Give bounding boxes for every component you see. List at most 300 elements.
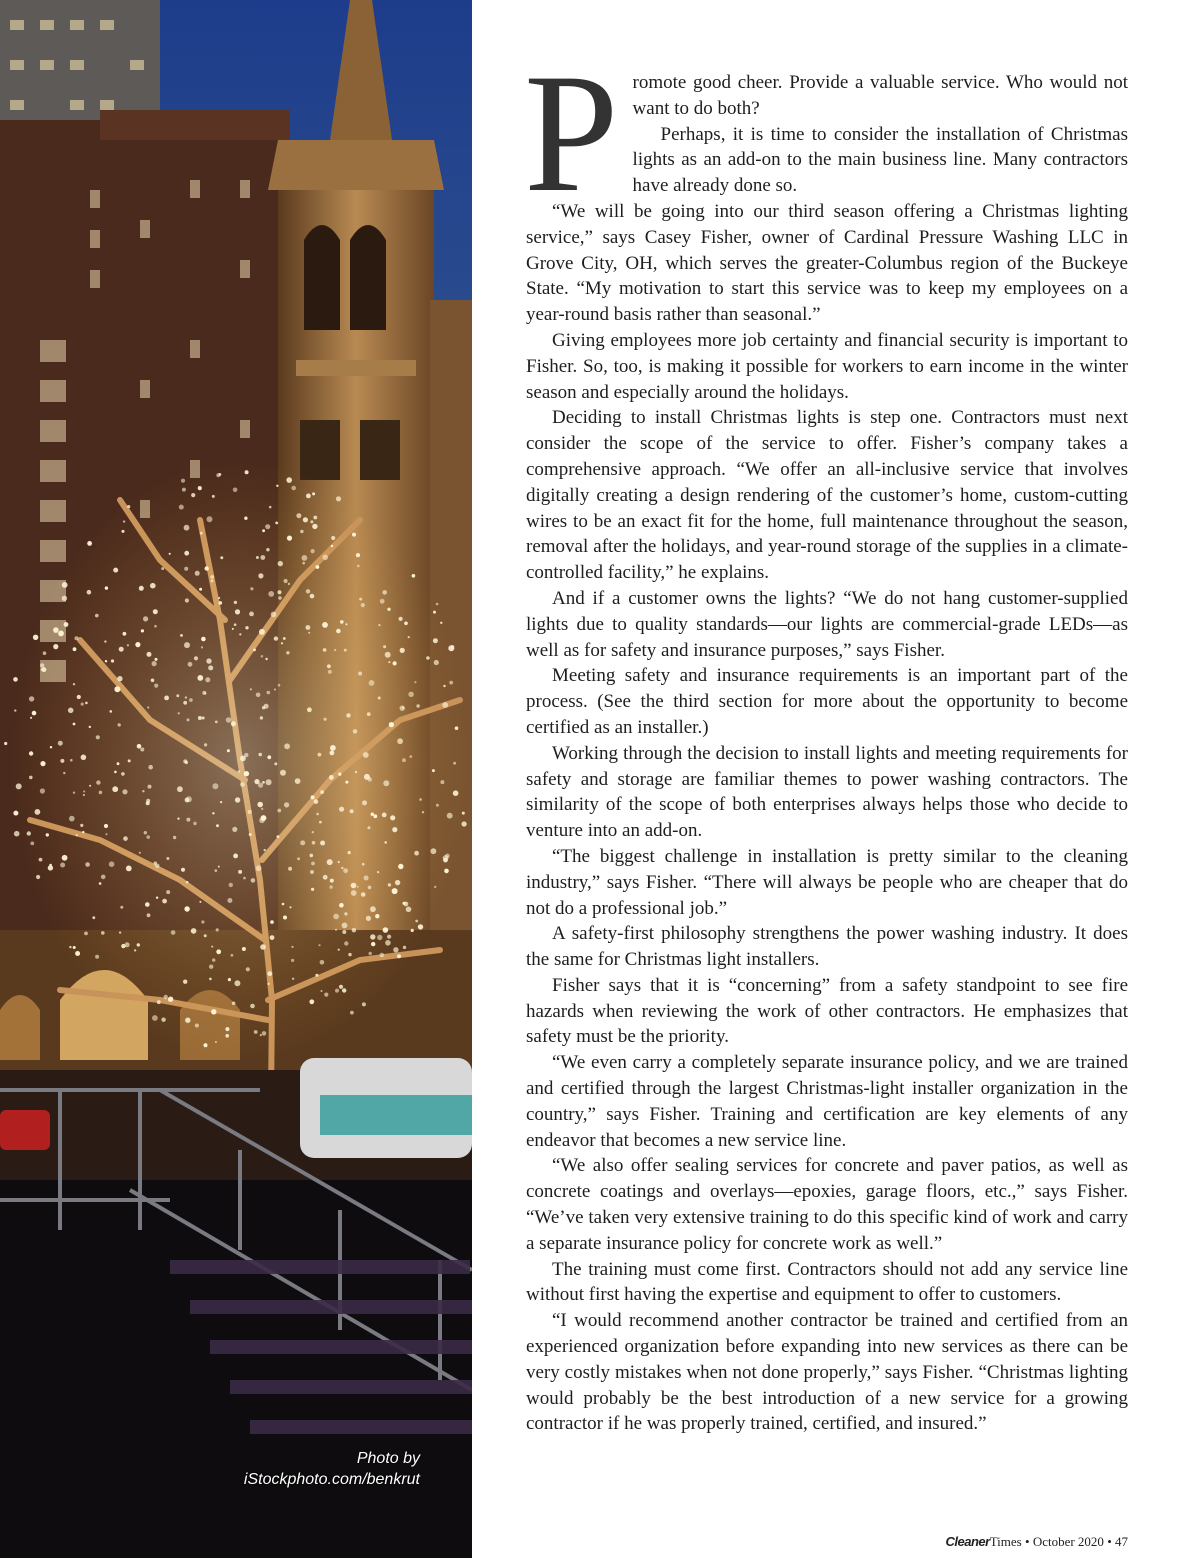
fairy-light	[350, 1011, 354, 1015]
fairy-light	[212, 495, 215, 498]
fairy-light	[270, 935, 275, 940]
fairy-light	[30, 717, 32, 719]
fairy-light	[227, 898, 232, 903]
fairy-light	[53, 627, 59, 633]
fairy-light	[322, 622, 328, 628]
fairy-light	[112, 786, 118, 792]
fairy-light	[352, 533, 356, 537]
fairy-light	[73, 647, 77, 651]
fairy-light	[260, 716, 263, 719]
fairy-light	[455, 726, 459, 730]
fairy-light	[240, 756, 246, 762]
article-body	[524, 39, 1128, 1437]
fairy-light	[105, 586, 108, 589]
fairy-light	[85, 702, 88, 705]
fairy-light	[49, 864, 52, 867]
fairy-light	[29, 776, 33, 780]
fairy-light	[168, 997, 173, 1002]
fairy-light	[419, 798, 422, 801]
fairy-light	[238, 870, 242, 874]
fairy-light	[13, 811, 18, 816]
fairy-light	[117, 762, 120, 765]
fairy-light	[191, 493, 195, 497]
fairy-light	[60, 863, 65, 868]
fairy-light	[156, 897, 158, 899]
fairy-light	[210, 575, 214, 579]
fairy-light	[300, 530, 303, 533]
fairy-light	[292, 978, 294, 980]
fairy-light	[324, 993, 328, 997]
fairy-light	[308, 632, 310, 634]
fairy-light	[278, 684, 281, 687]
fairy-light	[278, 590, 282, 594]
fairy-light	[81, 755, 87, 761]
fairy-light	[216, 824, 219, 827]
fairy-light	[411, 929, 414, 932]
fairy-light	[371, 942, 375, 946]
fairy-light	[262, 529, 265, 532]
fairy-light	[226, 717, 232, 723]
fairy-light	[375, 914, 379, 918]
fairy-light	[145, 902, 150, 907]
fairy-light	[243, 877, 246, 880]
fairy-light	[152, 661, 157, 666]
fairy-light	[443, 685, 445, 687]
fairy-light	[330, 745, 336, 751]
fairy-light	[442, 702, 448, 708]
fairy-light	[397, 738, 403, 744]
fairy-light	[336, 496, 341, 501]
fairy-light	[289, 906, 291, 908]
fairy-light	[382, 813, 387, 818]
fairy-light	[123, 632, 127, 636]
fairy-light	[350, 809, 354, 813]
fairy-light	[249, 833, 252, 836]
fairy-light	[13, 677, 18, 682]
fairy-light	[323, 875, 328, 880]
fairy-light	[338, 949, 340, 951]
fairy-light	[274, 636, 278, 640]
fairy-light	[311, 862, 315, 866]
fairy-light	[447, 813, 453, 819]
fairy-light	[114, 686, 120, 692]
fairy-light	[146, 835, 150, 839]
fairy-light	[260, 944, 266, 950]
fairy-light	[445, 854, 450, 859]
fairy-light	[348, 953, 351, 956]
fairy-light	[218, 597, 220, 599]
photo-credit-line-2: iStockphoto.com/benkrut	[243, 1471, 420, 1488]
fairy-light	[344, 941, 348, 945]
fairy-light	[310, 870, 314, 874]
fairy-light	[35, 809, 41, 815]
fairy-light	[377, 935, 382, 940]
fairy-light	[195, 1024, 199, 1028]
fairy-light	[176, 694, 179, 697]
fairy-light	[139, 586, 144, 591]
fairy-light	[339, 985, 343, 989]
fairy-light	[400, 706, 405, 711]
fairy-light	[367, 826, 370, 829]
fairy-light	[117, 676, 122, 681]
fairy-light	[342, 923, 348, 929]
fairy-light	[216, 473, 220, 477]
fairy-light	[144, 831, 147, 834]
fairy-light	[311, 549, 315, 553]
fairy-light	[161, 1018, 165, 1022]
cover-photo	[0, 0, 472, 1558]
fairy-light	[62, 855, 68, 861]
fairy-light	[96, 735, 100, 739]
fairy-light	[186, 818, 190, 822]
fairy-light	[239, 633, 241, 635]
fairy-light	[395, 880, 400, 885]
fairy-light	[119, 931, 121, 933]
fairy-light	[389, 722, 394, 727]
fairy-light	[248, 810, 252, 814]
fairy-light	[387, 608, 390, 611]
fairy-light	[225, 1034, 229, 1038]
fairy-light	[4, 742, 7, 745]
fairy-light	[383, 927, 389, 933]
fairy-light	[234, 623, 237, 626]
fairy-light	[403, 946, 406, 949]
fairy-light	[336, 629, 341, 634]
fairy-light	[181, 868, 185, 872]
fairy-light	[30, 842, 34, 846]
fairy-light	[282, 903, 285, 906]
issue-date: October 2020	[1032, 1534, 1104, 1549]
fairy-light	[342, 930, 346, 934]
fairy-light	[364, 774, 370, 780]
article-paragraph: Working through the decision to install lights and meeting requirements for safety and storage are familiar themes to power washing contractors. The similarity of the scope of both enterprises always helps those who decide to venture into an add-on.	[526, 742, 1128, 842]
fairy-light	[296, 513, 301, 518]
fairy-light	[235, 609, 240, 614]
article-paragraph: Deciding to install Christmas lights is step one. Contractors must next consider the scope of the service to offer. Fisher’s company takes a comprehensive approach. “We offer an all-inclusive service that involves digitally creating a design rendering of the customer’s home, custom-cutting wires to be an exact fit for the home, full maintenance throughout the season, removal after the holidays, and year-round storage of the supplies in a climate-controlled facility,” he explains.	[526, 407, 1128, 584]
fairy-light	[393, 947, 398, 952]
fairy-light	[95, 614, 99, 618]
fairy-light	[310, 594, 315, 599]
fairy-light	[355, 771, 357, 773]
fairy-light	[453, 762, 456, 765]
fairy-light	[366, 916, 371, 921]
fairy-light	[408, 692, 413, 697]
fairy-light	[154, 625, 157, 628]
fairy-light	[274, 689, 276, 691]
fairy-light	[137, 744, 142, 749]
fairy-light	[205, 566, 209, 570]
fairy-light	[353, 729, 358, 734]
fairy-light	[82, 831, 84, 833]
fairy-light	[229, 883, 233, 887]
fairy-light	[404, 902, 409, 907]
article-paragraph: “The biggest challenge in installation is pretty similar to the cleaning industry,” says Fisher. “There will always be people who are cheaper that do not do a professional job.”	[526, 845, 1128, 919]
fairy-light	[259, 629, 265, 635]
fairy-light	[69, 946, 71, 948]
fairy-light	[40, 761, 45, 766]
fairy-light	[383, 645, 386, 648]
fairy-light	[309, 999, 314, 1004]
fairy-light	[164, 696, 169, 701]
fairy-light	[414, 851, 419, 856]
fairy-light	[426, 656, 430, 660]
fairy-light	[320, 841, 325, 846]
fairy-light	[310, 520, 313, 523]
fairy-light	[362, 800, 367, 805]
fairy-light	[36, 875, 40, 879]
fairy-light	[135, 642, 140, 647]
fairy-light	[249, 612, 254, 617]
fairy-light	[60, 759, 64, 763]
fairy-light	[68, 708, 74, 714]
fairy-light	[256, 865, 262, 871]
fairy-light	[162, 899, 167, 904]
fairy-light	[186, 796, 192, 802]
article-paragraph: Meeting safety and insurance requirements is an important part of the process. (See the third section for more about the opportunity to become certified as an installer.)	[526, 665, 1128, 738]
fairy-light	[253, 649, 256, 652]
fairy-light	[392, 827, 397, 832]
fairy-light	[233, 854, 238, 859]
fairy-light	[29, 696, 34, 701]
article-paragraph: romote good cheer. Provide a valuable service. Who would not want to do both?	[632, 72, 1128, 119]
fairy-light	[369, 952, 372, 955]
fairy-light	[99, 791, 103, 795]
fairy-light	[198, 716, 202, 720]
fairy-light	[339, 807, 344, 812]
fairy-light	[178, 712, 180, 714]
fairy-light	[142, 790, 144, 792]
fairy-light	[231, 954, 234, 957]
fairy-light	[382, 590, 387, 595]
fairy-light	[387, 935, 391, 939]
fairy-light	[211, 946, 213, 948]
fairy-light	[383, 780, 389, 786]
fairy-light	[364, 876, 369, 881]
fairy-light	[246, 967, 250, 971]
fairy-light	[318, 944, 320, 946]
fairy-light	[177, 818, 179, 820]
fairy-light	[264, 704, 269, 709]
fairy-light	[70, 759, 73, 762]
fairy-light	[191, 928, 197, 934]
fairy-light	[137, 943, 140, 946]
fairy-light	[378, 697, 381, 700]
fairy-light	[256, 556, 259, 559]
fairy-light	[288, 583, 290, 585]
fairy-light	[311, 888, 314, 891]
photo-credit-line-1: Photo by	[356, 1450, 420, 1467]
fairy-light	[385, 652, 391, 658]
fairy-light	[399, 617, 403, 621]
fairy-light	[278, 596, 282, 600]
fairy-light	[436, 804, 439, 807]
fairy-light	[73, 723, 76, 726]
fairy-light	[198, 486, 202, 490]
fairy-light	[212, 783, 218, 789]
fairy-light	[53, 644, 58, 649]
fairy-light	[440, 780, 444, 784]
fairy-light	[220, 801, 222, 803]
fairy-light	[140, 748, 144, 752]
fairy-light	[352, 928, 356, 932]
fairy-light	[147, 913, 151, 917]
fairy-light	[258, 753, 262, 757]
fairy-light	[265, 658, 267, 660]
fairy-light	[251, 878, 256, 883]
fairy-light	[434, 886, 436, 888]
fairy-light	[351, 883, 357, 889]
fairy-light	[267, 755, 271, 759]
fairy-light	[201, 646, 203, 648]
fairy-light	[284, 579, 288, 583]
fairy-light	[114, 771, 117, 774]
fairy-light	[335, 989, 339, 993]
fairy-light	[254, 779, 259, 784]
fairy-light	[371, 813, 374, 816]
fairy-light	[306, 494, 311, 499]
fairy-light	[232, 1002, 236, 1006]
fairy-light	[89, 726, 91, 728]
fairy-light	[204, 1043, 208, 1047]
fairy-light	[180, 634, 183, 637]
fairy-light	[361, 603, 365, 607]
photo-credit	[244, 1448, 420, 1490]
fairy-light	[262, 781, 265, 784]
fairy-light	[388, 883, 391, 886]
fairy-light	[266, 779, 272, 785]
fairy-light	[148, 765, 153, 770]
fairy-light	[220, 556, 223, 559]
fairy-light	[397, 954, 401, 958]
article-paragraph: And if a customer owns the lights? “We do not hang customer-supplied lights due to quality standards—our lights are commercial-grade LEDs—as well as for safety and insurance purposes,” says Fisher.	[526, 587, 1128, 661]
fairy-light	[64, 622, 69, 627]
fairy-light	[96, 780, 100, 784]
article-paragraph: Perhaps, it is time to consider the installation of Christmas lights as an add-on to the main business line. Many contractors have already done so.	[632, 123, 1128, 197]
fairy-light	[104, 824, 108, 828]
page-footer	[946, 1534, 1129, 1550]
fairy-light	[171, 930, 176, 935]
fairy-light	[312, 524, 317, 529]
fairy-light	[321, 990, 323, 992]
fairy-light	[184, 567, 188, 571]
fairy-light	[73, 792, 75, 794]
fairy-light	[232, 827, 237, 832]
fairy-light	[415, 920, 418, 923]
fairy-light	[357, 565, 360, 568]
fairy-light	[320, 790, 324, 794]
fairy-light	[398, 864, 403, 869]
fairy-light	[312, 831, 314, 833]
fairy-light	[288, 867, 292, 871]
fairy-light	[368, 886, 372, 890]
fairy-light	[184, 642, 190, 648]
fairy-light	[422, 811, 424, 813]
fairy-light	[200, 532, 203, 535]
fairy-light	[143, 616, 148, 621]
fairy-light	[184, 906, 189, 911]
fairy-light	[316, 565, 320, 569]
fairy-light	[240, 782, 245, 787]
fairy-light	[259, 818, 265, 824]
fairy-light	[216, 949, 221, 954]
fairy-light	[260, 555, 265, 560]
fairy-light	[462, 821, 467, 826]
fairy-light	[225, 1027, 229, 1031]
fairy-light	[449, 681, 453, 685]
fairy-light	[390, 815, 395, 820]
fairy-light	[139, 852, 141, 854]
fairy-light	[92, 916, 95, 919]
fairy-light	[418, 924, 423, 929]
fairy-light	[146, 801, 150, 805]
footer-separator: •	[1103, 1534, 1115, 1549]
fairy-light	[451, 645, 455, 649]
fairy-light	[205, 677, 210, 682]
fairy-light	[204, 693, 206, 695]
fairy-light	[233, 488, 238, 493]
fairy-light	[256, 693, 261, 698]
fairy-light	[125, 942, 130, 947]
article-paragraph: “We also offer sealing services for concrete and paver patios, as well as concrete coatings and overlays—epoxies, garage floors, etc.,” says Fisher. “We’ve taken very extensive training to do this specific kind of work and carry a separate insurance policy for concrete work as well.”	[526, 1155, 1128, 1254]
fairy-light	[99, 882, 102, 885]
fairy-light	[121, 772, 125, 776]
fairy-light	[208, 665, 213, 670]
fairy-light	[339, 903, 344, 908]
fairy-light	[154, 862, 157, 865]
article-paragraph: A safety-first philosophy strengthens the power washing industry. It does the same for Christmas light installers.	[526, 923, 1128, 971]
fairy-light	[346, 713, 350, 717]
fairy-light	[314, 799, 319, 804]
drop-cap: P	[524, 39, 619, 227]
fairy-light	[74, 636, 78, 640]
fairy-light	[291, 959, 294, 962]
fairy-light	[120, 906, 123, 909]
fairy-light	[440, 622, 442, 624]
fairy-light	[148, 785, 152, 789]
fairy-light	[161, 567, 164, 570]
fairy-light	[254, 1030, 258, 1034]
fairy-light	[14, 831, 20, 837]
fairy-light	[41, 667, 46, 672]
fairy-light	[216, 928, 219, 931]
fairy-light	[147, 652, 152, 657]
fairy-light	[453, 790, 459, 796]
fairy-light	[106, 833, 108, 835]
fairy-light	[313, 516, 317, 520]
fairy-light	[219, 601, 223, 605]
fairy-light	[227, 749, 230, 752]
fairy-light	[444, 869, 449, 874]
fairy-light	[27, 831, 31, 835]
fairy-light	[250, 587, 253, 590]
fairy-light	[244, 771, 249, 776]
fairy-light	[393, 661, 397, 665]
fairy-light	[209, 965, 213, 969]
fairy-light	[266, 548, 269, 551]
fairy-light	[63, 772, 65, 774]
fairy-light	[119, 647, 124, 652]
fairy-light	[185, 696, 187, 698]
footer-separator: •	[1021, 1534, 1033, 1549]
fairy-light	[166, 857, 169, 860]
fairy-light	[211, 579, 214, 582]
fairy-light	[258, 573, 263, 578]
fairy-light	[232, 628, 234, 630]
fairy-light	[29, 751, 33, 755]
fairy-light	[77, 695, 81, 699]
fairy-light	[312, 492, 315, 495]
fairy-light	[316, 813, 319, 816]
